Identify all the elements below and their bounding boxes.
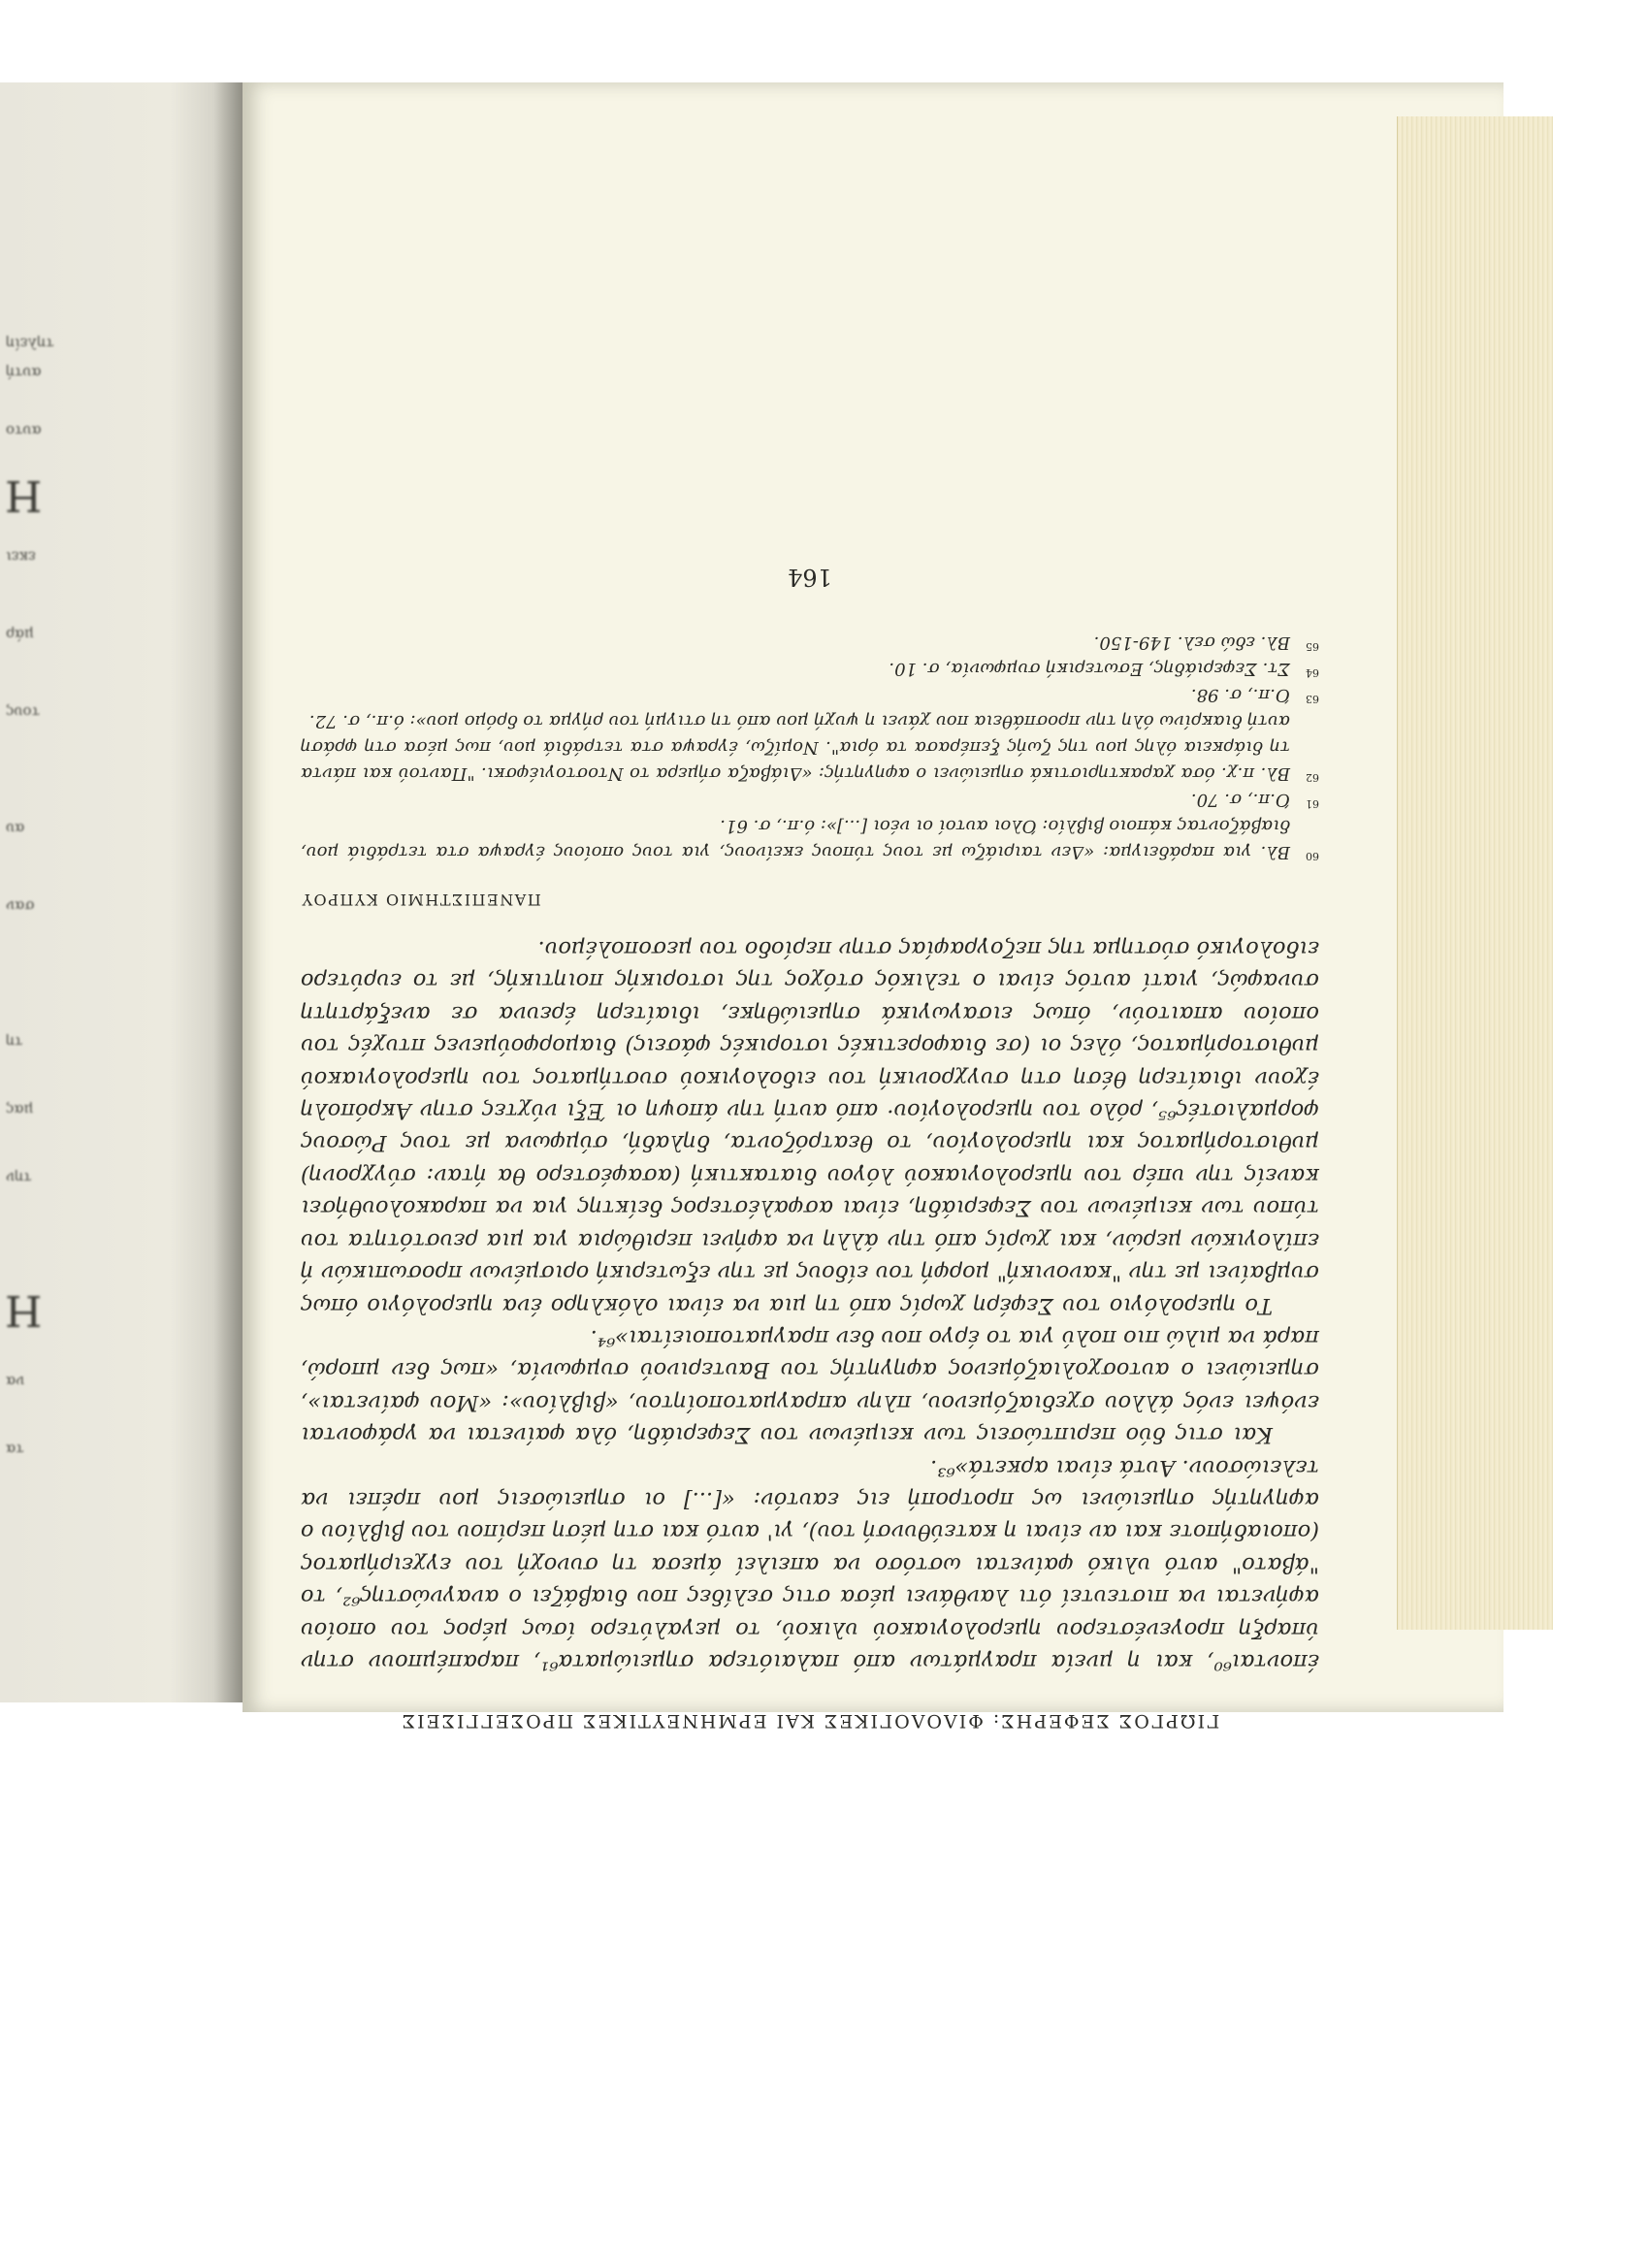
left-facing-page (0, 82, 242, 1702)
footnote (301, 682, 1319, 708)
left-page-fragment: να (6, 1373, 25, 1390)
footnote (301, 656, 1319, 682)
footnote-number: 63 (1306, 692, 1319, 705)
left-page-fragment: αυτή (6, 364, 42, 381)
footnote-number: 62 (1306, 770, 1319, 784)
left-page-fragment: μας (6, 1101, 34, 1118)
page-content-rotated (301, 335, 1319, 1732)
left-page-fragment: αυτο (6, 422, 42, 439)
body-paragraph: Το ημερολόγιο του Σεφέρη χωρίς από τη μια να είναι ολόκληρο ένα ημερολόγιο όπως συμβαίνει με την "κανονική" μορφή του είδους με την εξωτερική ορισμένων προσωπικών ή επίλογικών μερών, και χωρίς από την άλλη να αφήνει περιθώρια για μια ρευστότητα του τύπου των κειμένων του Σεφεριάδη, είναι ασφαλέστερος δείκτης για να παρακολουθήσει κανείς την υπέρ του ημερολογιακού λόγου διατακτική (ασαφέστερο θα ήταν: σύγχρονη) μυθιστορήματος και ημερολογίου, το θεατρόζοντα, δηλαδή, σύμφωνα με τους Ρώσους φορμαλιστές⁶⁵, ρόλο του ημερολογίου· από αυτή την άποψη οι Έξι νύχτες στην Ακρόπολη έχουν ιδιαίτερη θέση στη συγχρονική του ειδολογικού συστήματος του ημερολογιακού μυθιστορήματος, όλες οι (σε διαφορετικές ιστορικές φάσεις) διαμορφούμενες πτυχές του οποίου απαιτούν, όπως εισαγωγικά σημειώθηκε, ιδιαίτερη έρευνα σε ανεξάρτητη συναφώς, γιατί αυτός είναι ο τελικός στόχος της ιστορικής ποιητικής, με το ευρύτερο ειδολογικό σύστημα της πεζογραφίας στην περίοδο του μεσοπολέμου. (301, 936, 1319, 1318)
footnote (301, 630, 1319, 656)
footnote (301, 708, 1319, 787)
footnote-number: 61 (1306, 796, 1319, 810)
footnote (301, 787, 1319, 813)
footnote-text: Βλ. για παράδειγμα: «Δεν ταιριάζω με τους τύπους εκείνους, για τους οποίους έγραψα στα τετράδιά μου, διαβάζοντας κάποιο βιβλίο: Όλοι αυτοί οι νέοι [...]»: ό.π., σ. 61. (301, 815, 1290, 862)
left-page-fragment: τηλείη (6, 335, 54, 352)
footnote-text: Ό.π., σ. 70. (1190, 789, 1290, 810)
body-paragraph: έπονται⁶⁰, και η μνεία πραγμάτων από παλαιότερα σημειώματα⁶¹, παραπέμπουν στην ύπαρξη προγενέστερου ημερολογιακού υλικού, το μεγαλύτερο ίσως μέρος του οποίου αφήνεται να πιστευτεί ότι λανθάνει μέσα στις σελίδες που διαβάζει ο αναγνώστης⁶², το "άβατο" αυτό υλικό φαίνεται ωστόσο να απειλεί άμεσα τη συνοχή του εγχειρήματος (οποιαδήποτε και αν είναι η κατεύθυνσή του), γι' αυτό και στη μέση περίπου του βιβλίου ο αφηγητής σημειώνει ως προτροπή εις εαυτόν: «[...] οι σημειώσεις μου πρέπει να τελειώσουν. Αυτά είναι αρκετά»⁶³. (301, 1454, 1319, 1674)
body-paragraph: Και στις δύο περιπτώσεις των κειμένων του Σεφεριάδη, όλα φαίνεται να γράφονται ενόψει ενός άλλου σχεδιαζόμενου, πλην απραγματοποίητου, «βιβλίου»: «Μου φαίνεται», σημειώνει ο αυτοσχολιαζόμενος αφηγητής του Βαυτερινού συμφωνία, «πως δεν μπορώ, παρά να μιλώ πιο πολύ για το έργο που δεν πραγματοποιείται»⁶⁴. (301, 1324, 1319, 1448)
left-page-fragment: την (6, 1169, 32, 1186)
footnote-text: Βλ. εδώ σελ. 149-150. (1093, 632, 1290, 653)
footnotes (301, 630, 1319, 865)
author-affiliation: ΠΑΝΕΠΙΣΤΗΜΙΟ ΚΥΠΡΟΥ (301, 890, 541, 909)
footnote-text: Ό.π., σ. 98. (1190, 684, 1290, 705)
footnote (301, 813, 1319, 865)
left-page-fragment: τη (6, 1033, 23, 1051)
footnote-number: 65 (1306, 639, 1319, 653)
footnote-text: Βλ. π.χ. όσα χαρακτηριστικά σημειώνει ο αφηγητής: «Διάβαζα σήμερα το Ντοστογιέφσκι. "Παντού και πάντα τη διάρκεια όλης μου της ζωής ξεπέρασα τα όρια". Νομίζω, έγραψα στα τετράδιά μου, πως μέσα στη φράση αυτή διακρίνω όλη την προσπάθεια που χάνει η ψυχή μου από τη στιγμή του ρήγμα το δρόμο μου»: ό.π., σ. 72. (301, 710, 1290, 784)
footnote-text: Στ. Σεφεριάδης, Εσωτερική συμφωνία, σ. 10. (889, 658, 1290, 679)
page-number: 164 (788, 563, 832, 591)
book-page-edges (1397, 116, 1553, 1630)
left-page-letter-mark: Η (5, 470, 43, 520)
left-page-fragment: τους (6, 703, 40, 721)
left-page-fragment: τα (6, 1441, 24, 1458)
left-page-fragment: σαν (6, 897, 35, 915)
footnote-number: 64 (1306, 665, 1319, 679)
left-page-fragment: εκει (6, 548, 36, 566)
left-page-letter-mark: Η (5, 1285, 43, 1335)
footnote-number: 60 (1306, 849, 1319, 862)
page-gutter-shadow (213, 82, 242, 1702)
left-page-fragment: αυ (6, 820, 25, 837)
running-head: ΓΙΩΡΓΟΣ ΣΕΦΕΡΗΣ: ΦΙΛΟΛΟΓΙΚΕΣ ΚΑΙ ΕΡΜΗΝΕΥΤΙΚΕΣ ΠΡΟΣΕΓΓΙΣΕΙΣ (400, 1710, 1220, 1732)
left-page-fragment: μάρ (6, 626, 34, 643)
